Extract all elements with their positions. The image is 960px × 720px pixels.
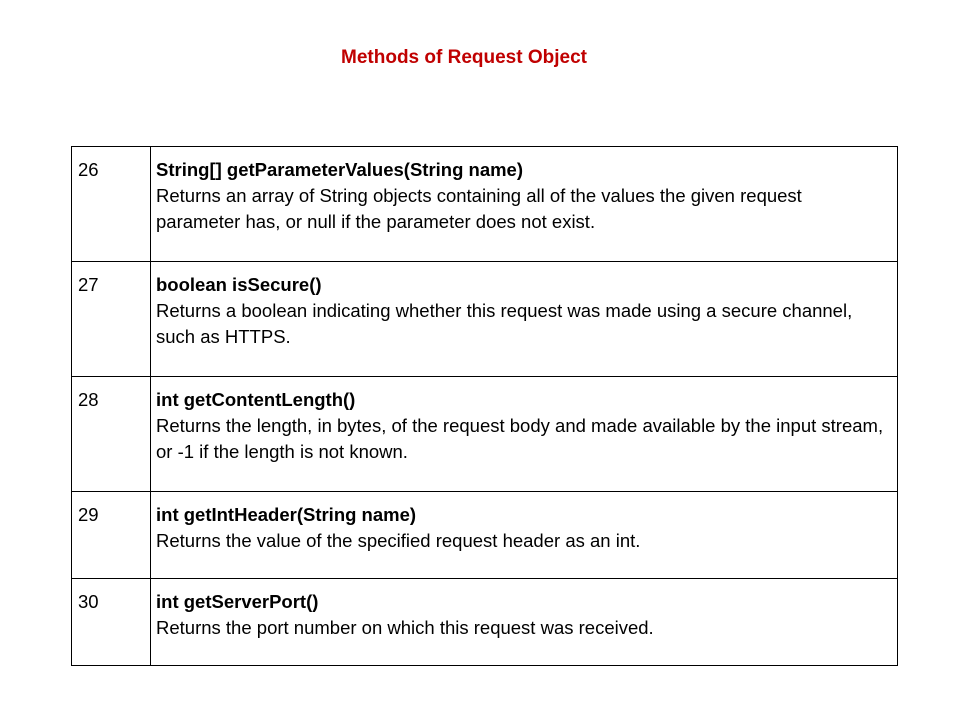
table-row <box>72 377 898 492</box>
row-number: 29 <box>72 492 151 579</box>
method-description: Returns the value of the specified request header as an int. <box>156 530 641 551</box>
method-signature: int getContentLength() <box>156 389 356 410</box>
method-signature: int getServerPort() <box>156 591 319 612</box>
row-number: 27 <box>72 262 151 377</box>
row-number: 30 <box>72 579 151 666</box>
method-signature: int getIntHeader(String name) <box>156 504 417 525</box>
row-number: 26 <box>72 147 151 262</box>
method-cell <box>151 377 898 492</box>
method-description: Returns a boolean indicating whether this request was made using a secure channel, such as HTTPS. <box>156 300 853 347</box>
methods-table <box>71 146 898 666</box>
method-cell <box>151 492 898 579</box>
method-cell <box>151 579 898 666</box>
table-row <box>72 262 898 377</box>
page-title: Methods of Request Object <box>341 47 587 68</box>
method-signature: String[] getParameterValues(String name) <box>156 159 524 180</box>
row-number: 28 <box>72 377 151 492</box>
method-cell <box>151 262 898 377</box>
table-row <box>72 579 898 666</box>
method-signature: boolean isSecure() <box>156 274 322 295</box>
method-description: Returns an array of String objects containing all of the values the given request parameter has, or null if the parameter does not exist. <box>156 185 802 232</box>
method-description: Returns the length, in bytes, of the request body and made available by the input stream, or -1 if the length is not known. <box>156 415 884 462</box>
method-description: Returns the port number on which this request was received. <box>156 617 654 638</box>
table-row <box>72 492 898 579</box>
method-cell <box>151 147 898 262</box>
table-row <box>72 147 898 262</box>
